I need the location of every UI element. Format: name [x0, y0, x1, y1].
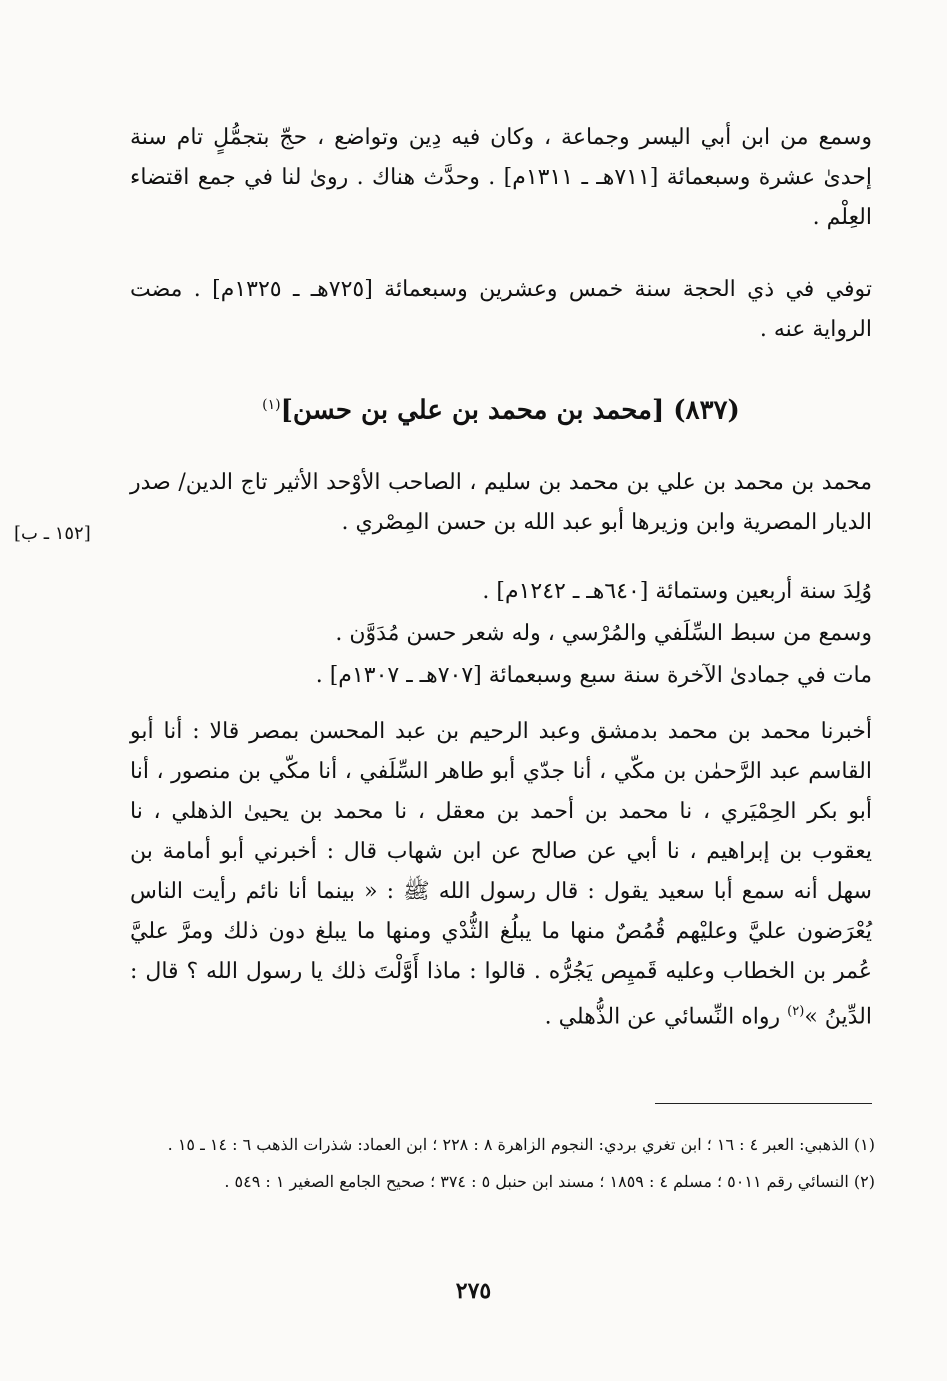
- paragraph-text: وسمع من ابن أبي اليسر وجماعة ، وكان فيه دِين وتواضع ، حجّ بتجمُّلٍ تام سنة إحدىٰ عشرة وسبعمائة [٧١١هـ ـ ١٣١١م] . وحدَّث هناك . روىٰ لنا في جمع اقتضاء العِلْم .: [130, 125, 873, 230]
- body-paragraph: [130, 270, 872, 350]
- footnotes: [135, 1130, 875, 1204]
- line-text: مات في جمادىٰ الآخرة سنة سبع وسبعمائة [٧٠٧هـ ـ ١٣٠٧م] .: [315, 663, 872, 688]
- hadith-text: أخبرنا محمد بن محمد بدمشق وعبد الرحيم بن عبد المحسن بمصر قالا : أنا أبو القاسم عبد الرَّحمٰن بن مكّي ، أنا جدّي أبو طاهر السِّلَفي ، أنا مكّي بن منصور ، أنا أبو بكر الحِمْيَري ، نا محمد بن أحمد بن معقل ، نا محمد بن يحيىٰ الذهلي ، نا يعقوب بن إبراهيم ، نا أبي عن صالح عن ابن شهاب قال : أخبرني أبو أمامة بن سهل أنه سمع أبا سعيد يقول : قال رسول الله ﷺ : « بينما أنا نائم رأيت الناس يُعْرَضون عليَّ وعليْهم قُمُصٌ منها ما يبلُغ الثُّدْي ومنها ما يبلغ دون ذلك ومرَّ عليَّ عُمر بن الخطاب وعليه قَميِص يَجُرُّه . قالوا : ماذا أَوَّلْتَ ذلك يا رسول الله ؟ قال : الدِّينُ »: [130, 719, 872, 1030]
- line-text: وسمع من سبط السِّلَفي والمُرْسي ، وله شعر حسن مُدَوَّن .: [335, 621, 872, 646]
- paragraph-text: توفي في ذي الحجة سنة خمس وعشرين وسبعمائة [٧٢٥هـ ـ ١٣٢٥م] . مضت الرواية عنه .: [130, 277, 872, 342]
- body-paragraph: [130, 463, 872, 543]
- heading-text: (٨٣٧) [محمد بن محمد بن علي بن حسن]: [280, 395, 740, 426]
- hadith-paragraph: [130, 712, 872, 1037]
- footnote: (٢) النسائي رقم ٥٠١١ ؛ مسلم ٤ : ١٨٥٩ ؛ مسند ابن حنبل ٥ : ٣٧٤ ؛ صحيح الجامع الصغير ١ : ٥٤٩ .: [224, 1172, 875, 1191]
- entry-heading: [130, 383, 872, 433]
- short-lines-block: [130, 572, 872, 698]
- paragraph-text: محمد بن محمد بن علي بن محمد بن سليم ، الصاحب الأوْحد الأثير تاج الدين/ صدر الديار المصرية وابن وزيرها أبو عبد الله بن حسن المِصْري .: [130, 470, 872, 535]
- manuscript-folio-marker: [١٥٢ ـ ب]: [14, 523, 91, 544]
- footnote-divider: [655, 1103, 872, 1104]
- body-paragraph: [130, 118, 872, 238]
- hadith-tail: رواه النِّسائي عن الذُّهلي .: [544, 1004, 788, 1030]
- footnote: (١) الذهبي: العبر ٤ : ١٦ ؛ ابن تغري بردي: النجوم الزاهرة ٨ : ٢٢٨ ؛ ابن العماد: شذرات الذهب ٦ : ١٤ ـ ١٥ .: [167, 1135, 875, 1154]
- paragraph-text: [130, 712, 872, 1037]
- footnote-reference: (٢): [787, 1004, 805, 1019]
- footnote-reference: (١): [262, 397, 281, 413]
- line-text: وُلِدَ سنة أربعين وستمائة [٦٤٠هـ ـ ١٢٤٢م] .: [482, 579, 872, 604]
- page-number: ٢٧٥: [455, 1278, 492, 1304]
